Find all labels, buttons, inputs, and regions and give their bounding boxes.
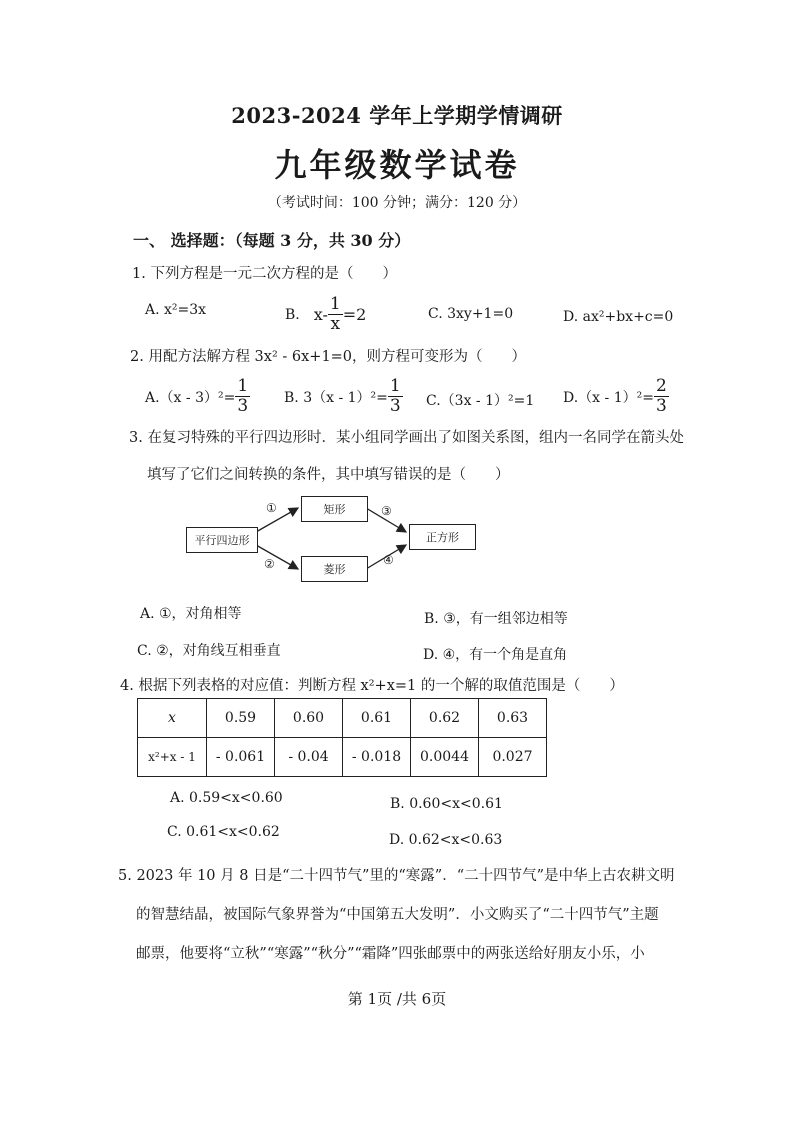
table-cell: - 0.061 [207, 738, 275, 777]
arrow-label-4: ④ [383, 553, 394, 567]
exam-title-line1: 2023-2024 学年上学期学情调研 [231, 103, 563, 128]
q1-option-b-lhs: x- [313, 305, 328, 324]
q2-b-denominator: 3 [389, 396, 401, 416]
q1-option-a: A. x²=3x [145, 302, 207, 318]
arrow-label-3: ③ [381, 504, 392, 518]
rectangle-box: 矩形 [301, 496, 368, 522]
question-5-line2: 的智慧结晶，被国际气象界誉为“中国第五大发明”．小文购买了“二十四节气”主题 [136, 907, 659, 923]
q3-option-c: C. ②，对角线互相垂直 [137, 643, 281, 659]
table-cell: - 0.018 [343, 738, 411, 777]
question-5-line1: 5. 2023 年 10 月 8 日是“二十四节气”里的“寒露”．“二十四节气”是中华上古农耕文明 [118, 868, 675, 884]
question-4-stem: 4. 根据下列表格的对应值：判断方程 x²+x=1 的一个解的取值范围是（ ） [120, 678, 624, 694]
table-cell: 0.59 [207, 699, 275, 738]
q2-option-c: C.（3x - 1）²=1 [426, 393, 535, 409]
table-cell: 0.027 [479, 738, 547, 777]
q4-value-table [137, 698, 547, 777]
question-5-line3: 邮票，他要将“立秋”“寒露”“秋分”“霜降”四张邮票中的两张送给好朋友小乐，小 [136, 946, 645, 962]
q3-option-a: A. ①，对角相等 [140, 606, 242, 622]
q4-option-d: D. 0.62<x<0.63 [389, 832, 503, 848]
table-header-x: x [138, 699, 207, 738]
table-row [138, 699, 547, 738]
q2-a-denominator: 3 [237, 396, 249, 416]
q1-option-b-label: B. [285, 306, 300, 323]
question-3-stem-line1: 3. 在复习特殊的平行四边形时．某小组同学画出了如图关系图，组内一名同学在箭头处 [129, 430, 684, 446]
section-heading: 一、 选择题：（每题 3 分，共 30 分） [133, 231, 411, 250]
arrow-label-1: ① [266, 501, 277, 515]
arrow-parallelogram-to-rectangle [256, 508, 298, 532]
q1-b-denominator: x [330, 314, 341, 334]
q1-option-d: D. ax²+bx+c=0 [563, 309, 674, 325]
table-cell: 0.0044 [411, 738, 479, 777]
exam-info: （考试时间：100 分钟；满分：120 分） [267, 195, 527, 211]
q2-d-denominator: 3 [655, 396, 667, 416]
q1-option-c: C. 3xy+1=0 [428, 306, 514, 322]
table-header-expression: x²+x - 1 [138, 738, 207, 777]
q2-a-numerator: 1 [237, 376, 249, 396]
arrow-label-2: ② [264, 557, 275, 571]
q2-option-b-lhs: B. 3（x - 1）²= [284, 389, 388, 406]
question-1-stem: 1. 下列方程是一元二次方程的是（ ） [132, 266, 397, 282]
q2-b-numerator: 1 [389, 376, 401, 396]
rhombus-box: 菱形 [301, 556, 368, 582]
q4-option-c: C. 0.61<x<0.62 [167, 824, 280, 840]
table-row [138, 738, 547, 777]
page-number: 第 1页 /共 6页 [347, 990, 447, 1008]
q3-option-b: B. ③，有一组邻边相等 [424, 611, 568, 627]
table-cell: 0.61 [343, 699, 411, 738]
table-cell: 0.62 [411, 699, 479, 738]
parallelogram-box: 平行四边形 [186, 527, 258, 553]
q2-option-a-lhs: A.（x - 3）²= [145, 389, 236, 406]
table-cell: 0.60 [275, 699, 343, 738]
exam-title-line2: 九年级数学试卷 [274, 146, 520, 184]
q3-option-d: D. ④，有一个角是直角 [423, 647, 568, 663]
question-2-stem: 2. 用配方法解方程 3x² - 6x+1=0，则方程可变形为（ ） [130, 349, 527, 365]
square-box: 正方形 [409, 524, 476, 550]
table-cell: - 0.04 [275, 738, 343, 777]
q1-option-b-rhs: =2 [342, 305, 367, 324]
q2-d-numerator: 2 [655, 376, 667, 396]
q4-option-b: B. 0.60<x<0.61 [390, 796, 503, 812]
question-3-stem-line2: 填写了它们之间转换的条件，其中填写错误的是（ ） [147, 467, 510, 483]
q2-option-d-lhs: D.（x - 1）²= [563, 389, 654, 406]
q1-b-numerator: 1 [329, 294, 341, 314]
q4-option-a: A. 0.59<x<0.60 [170, 790, 283, 806]
table-cell: 0.63 [479, 699, 547, 738]
arrow-parallelogram-to-rhombus [256, 545, 298, 569]
